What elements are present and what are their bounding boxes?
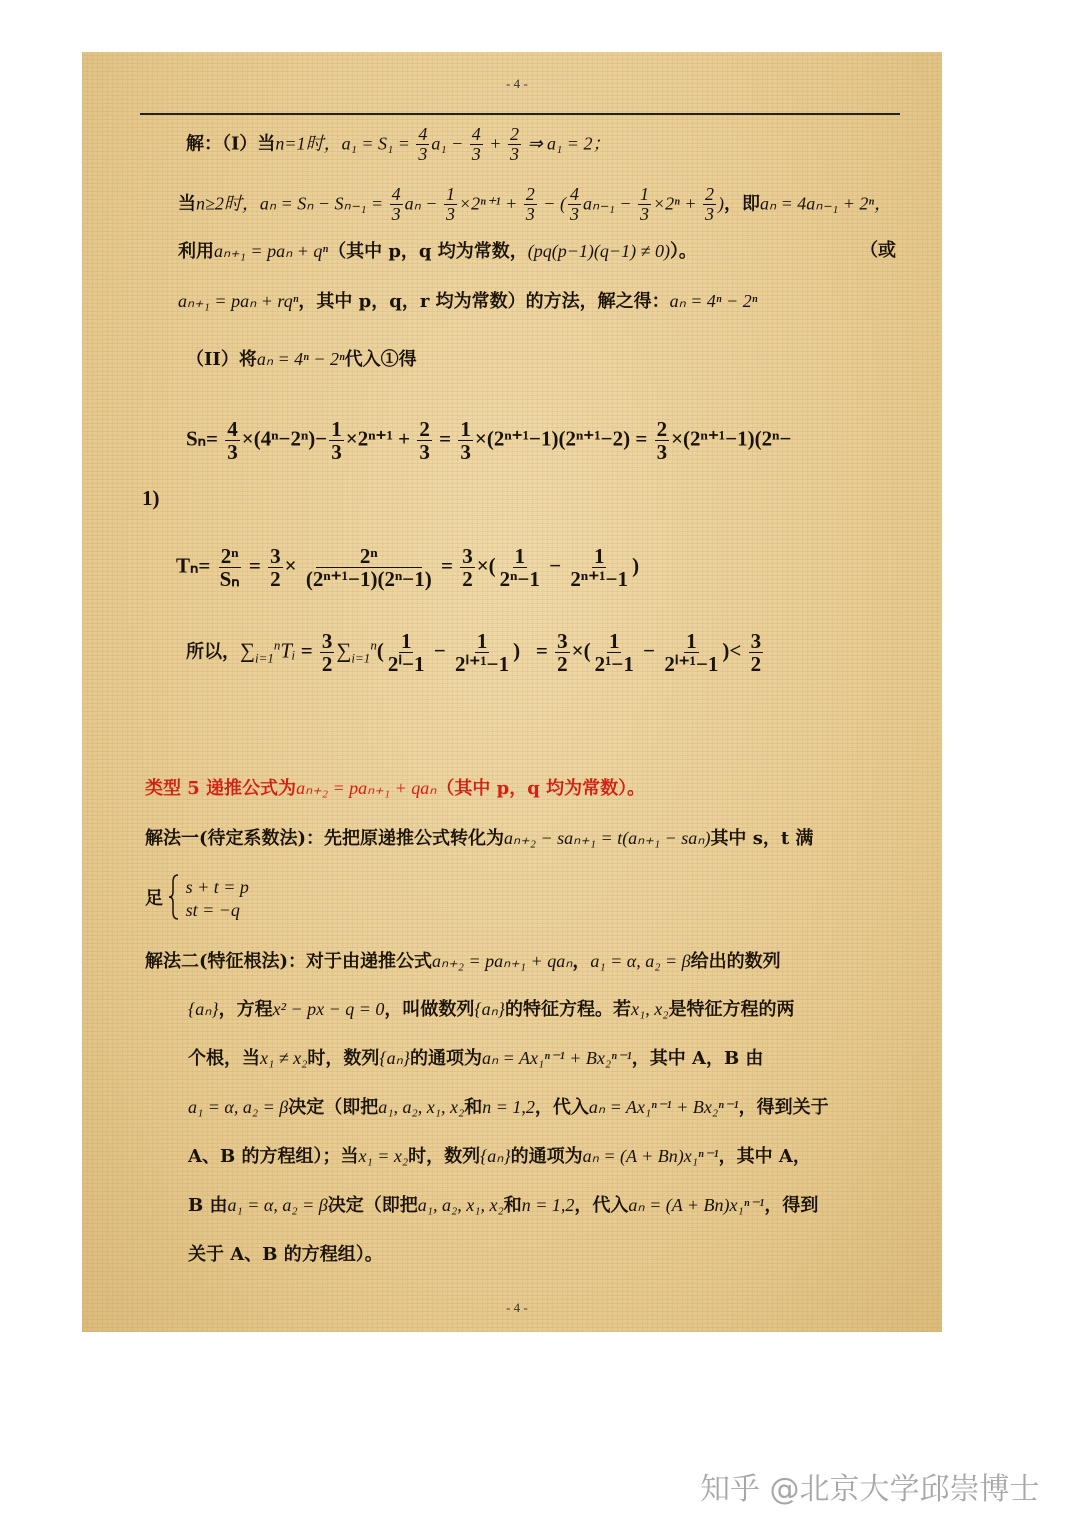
zhihu-watermark: 知乎 @北京大学邱崇博士 bbox=[700, 1472, 1040, 1507]
solution-line-1: 解：（I）当n=1时，a₁ = S₁ = $\frac{4}{3}$ a₁ − $\frac{4}{3}$ + $\frac{2}{3}$ ⇒ a₁ = 2； bbox=[186, 124, 611, 164]
sn-equation-tail: 1) bbox=[142, 486, 160, 510]
solution-line-2: 当n≥2时，aₙ = Sₙ − Sₙ₋₁ = $\frac{4}{3}$ aₙ − $\frac{1}{3}$ ×2ⁿ⁺¹ + $\frac{2}{3}$ − ( $\frac{4}{3}$ aₙ₋₁ − $\frac{1}{3}$ ×2ⁿ + $\frac{2}{3}$ )，即aₙ = 4aₙ₋₁ + 2ⁿ， bbox=[178, 184, 893, 224]
solution-line-3: 利用aₙ₊₁ = paₙ + qⁿ（其中 p，q 均为常数，(pq(p−1)(q−1) ≠ 0)）。 bbox=[178, 241, 697, 262]
solution-line-5: （II）将aₙ = 4ⁿ − 2ⁿ代入①得 bbox=[186, 349, 417, 370]
method1-line-2: 足 s + t = p st = −q bbox=[145, 874, 249, 924]
sum-inequality: 所以，$\sum_{i=1}^nTᵢ$ = $\frac{3}{2}$ $\sum_{i=1}^n$( $\frac{1}{\text{2ⁱ−1}}$ − $\frac{1}{\text{2ⁱ⁺¹−1}}$ ) = $\frac{3}{2}$ ×( $\frac{1}{\text{2¹−1}}$ − $\frac{1}{\text{2ⁱ⁺¹−1}}$ )< $\frac{3}{2}$ bbox=[186, 629, 762, 677]
page-number-bottom: - 4 - bbox=[506, 1300, 528, 1315]
solution-line-3-or: （或 bbox=[860, 240, 896, 261]
type5-title: 类型 5 递推公式为aₙ₊₂ = paₙ₊₁ + qaₙ（其中 p，q 均为常数）。 bbox=[145, 778, 646, 799]
header-rule bbox=[140, 113, 900, 115]
method2-line-2: {aₙ}，方程x² − px − q = 0，叫做数列{aₙ}的特征方程。若x₁, x₂是特征方程的两 bbox=[188, 999, 795, 1020]
method2-line-4: a₁ = α, a₂ = β决定（即把a₁, a₂, x₁, x₂和n = 1,2，代入aₙ = Ax₁ⁿ⁻¹ + Bx₂ⁿ⁻¹，得到关于 bbox=[188, 1097, 829, 1118]
system-brace bbox=[169, 874, 179, 924]
system-eq-2: st = −q bbox=[185, 900, 240, 920]
sn-equation: Sₙ= $\frac{4}{3}$ ×(4ⁿ−2ⁿ)− $\frac{1}{3}$ ×2ⁿ⁺¹ + $\frac{2}{3}$ = $\frac{1}{3}$ ×(2ⁿ⁺¹−1)(2ⁿ⁺¹−2) = $\frac{2}{3}$ ×(2ⁿ⁺¹−1)(2ⁿ− bbox=[186, 417, 792, 465]
method1-line-1: 解法一(待定系数法)：先把原递推公式转化为aₙ₊₂ − saₙ₊₁ = t(aₙ₊₁ − saₙ)其中 s，t 满 bbox=[145, 828, 814, 849]
method2-line-6: B 由a₁ = α, a₂ = β决定（即把a₁, a₂, x₁, x₂和n = 1,2，代入aₙ = (A + Bn)x₁ⁿ⁻¹，得到 bbox=[188, 1195, 819, 1216]
page-number-top: - 4 - bbox=[506, 76, 528, 91]
solution-line-4: aₙ₊₁ = paₙ + rqⁿ，其中 p，q，r 均为常数）的方法，解之得：aₙ = 4ⁿ − 2ⁿ bbox=[178, 291, 758, 312]
system-eq-1: s + t = p bbox=[185, 876, 249, 897]
method2-line-5: A、B 的方程组）；当x₁ = x₂时，数列{aₙ}的通项为aₙ = (A + Bn)x₁ⁿ⁻¹，其中 A， bbox=[188, 1146, 811, 1167]
method2-line-3: 个根，当x₁ ≠ x₂时，数列{aₙ}的通项为aₙ = Ax₁ⁿ⁻¹ + Bx₂ⁿ⁻¹，其中 A，B 由 bbox=[188, 1048, 764, 1069]
tn-equation: Tₙ= $\frac{\text{2ⁿ}}{\text{Sₙ}}$ = $\frac{3}{2}$ × $\frac{\text{2ⁿ}}{\text{(2ⁿ⁺¹−1)(2ⁿ−1)}}$ = $\frac{3}{2}$ ×( $\frac{1}{\text{2ⁿ−1}}$ − $\frac{1}{\text{2ⁿ⁺¹−1}}$ ) bbox=[176, 544, 640, 592]
method2-line-7: 关于 A、B 的方程组）。 bbox=[188, 1244, 383, 1265]
method2-line-1: 解法二(特征根法)：对于由递推公式aₙ₊₂ = paₙ₊₁ + qaₙ，a₁ = α, a₂ = β给出的数列 bbox=[145, 951, 781, 972]
